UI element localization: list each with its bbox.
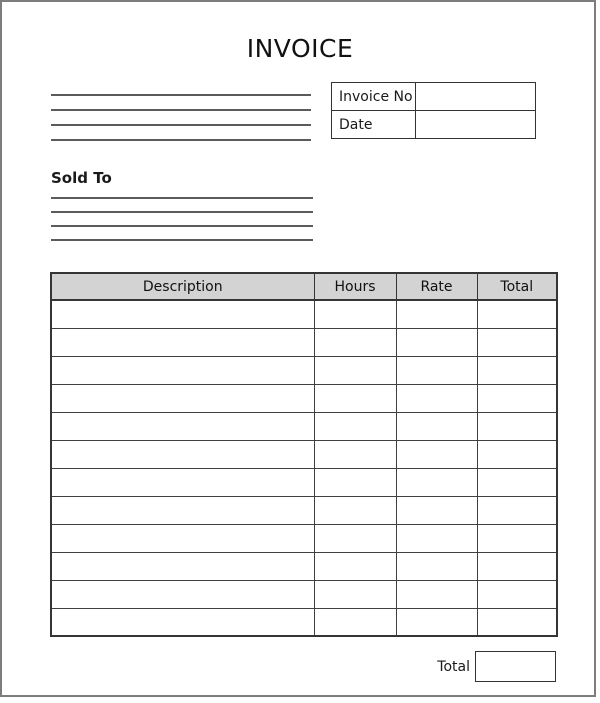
table-row	[51, 440, 557, 468]
item-cell[interactable]	[477, 552, 557, 580]
item-cell[interactable]	[477, 328, 557, 356]
seller-info-block	[51, 81, 311, 141]
item-cell[interactable]	[477, 580, 557, 608]
table-row	[51, 384, 557, 412]
item-cell[interactable]	[396, 608, 477, 636]
header-hours: Hours	[314, 273, 396, 300]
date-value[interactable]	[416, 111, 536, 139]
item-cell[interactable]	[396, 496, 477, 524]
seller-info-line[interactable]	[51, 96, 311, 111]
date-row	[332, 111, 536, 139]
sold-to-line[interactable]	[51, 199, 313, 213]
item-cell[interactable]	[314, 412, 396, 440]
items-table-body	[51, 300, 557, 636]
table-row	[51, 412, 557, 440]
item-cell[interactable]	[51, 384, 314, 412]
item-cell[interactable]	[477, 468, 557, 496]
sold-to-block	[51, 185, 313, 241]
item-cell[interactable]	[51, 608, 314, 636]
item-cell[interactable]	[51, 468, 314, 496]
sold-to-line[interactable]	[51, 227, 313, 241]
item-cell[interactable]	[51, 496, 314, 524]
item-cell[interactable]	[314, 608, 396, 636]
item-cell[interactable]	[477, 524, 557, 552]
item-cell[interactable]	[314, 524, 396, 552]
item-cell[interactable]	[51, 440, 314, 468]
item-cell[interactable]	[396, 384, 477, 412]
items-header-row	[51, 273, 557, 300]
item-cell[interactable]	[396, 412, 477, 440]
item-cell[interactable]	[51, 356, 314, 384]
item-cell[interactable]	[396, 580, 477, 608]
invoice-no-value[interactable]	[416, 83, 536, 111]
table-row	[51, 300, 557, 328]
table-row	[51, 552, 557, 580]
table-row	[51, 580, 557, 608]
item-cell[interactable]	[396, 300, 477, 328]
table-row	[51, 468, 557, 496]
sold-to-label: Sold To	[51, 169, 112, 187]
item-cell[interactable]	[314, 468, 396, 496]
table-row	[51, 496, 557, 524]
item-cell[interactable]	[396, 552, 477, 580]
item-cell[interactable]	[51, 580, 314, 608]
seller-info-line[interactable]	[51, 111, 311, 126]
table-row	[51, 328, 557, 356]
seller-info-line[interactable]	[51, 81, 311, 96]
header-rate: Rate	[396, 273, 477, 300]
sold-to-line[interactable]	[51, 213, 313, 227]
item-cell[interactable]	[477, 608, 557, 636]
item-cell[interactable]	[477, 496, 557, 524]
table-row	[51, 524, 557, 552]
invoice-meta-table	[331, 82, 536, 139]
item-cell[interactable]	[477, 384, 557, 412]
grand-total-label: Total	[437, 659, 470, 675]
item-cell[interactable]	[51, 412, 314, 440]
table-row	[51, 356, 557, 384]
item-cell[interactable]	[51, 300, 314, 328]
invoice-no-label: Invoice No	[332, 83, 416, 111]
invoice-no-row	[332, 83, 536, 111]
item-cell[interactable]	[314, 552, 396, 580]
item-cell[interactable]	[477, 412, 557, 440]
item-cell[interactable]	[396, 356, 477, 384]
item-cell[interactable]	[51, 552, 314, 580]
table-row	[51, 608, 557, 636]
item-cell[interactable]	[314, 440, 396, 468]
date-label: Date	[332, 111, 416, 139]
item-cell[interactable]	[314, 328, 396, 356]
item-cell[interactable]	[314, 580, 396, 608]
header-description: Description	[51, 273, 314, 300]
item-cell[interactable]	[314, 300, 396, 328]
item-cell[interactable]	[396, 440, 477, 468]
header-total: Total	[477, 273, 557, 300]
seller-info-line[interactable]	[51, 126, 311, 141]
item-cell[interactable]	[314, 356, 396, 384]
sold-to-line[interactable]	[51, 185, 313, 199]
item-cell[interactable]	[477, 440, 557, 468]
invoice-title: INVOICE	[246, 34, 354, 63]
item-cell[interactable]	[477, 356, 557, 384]
item-cell[interactable]	[314, 384, 396, 412]
grand-total-box[interactable]	[475, 651, 556, 682]
item-cell[interactable]	[396, 468, 477, 496]
item-cell[interactable]	[51, 524, 314, 552]
item-cell[interactable]	[51, 328, 314, 356]
items-table	[50, 272, 558, 637]
item-cell[interactable]	[314, 496, 396, 524]
item-cell[interactable]	[396, 524, 477, 552]
item-cell[interactable]	[477, 300, 557, 328]
item-cell[interactable]	[396, 328, 477, 356]
